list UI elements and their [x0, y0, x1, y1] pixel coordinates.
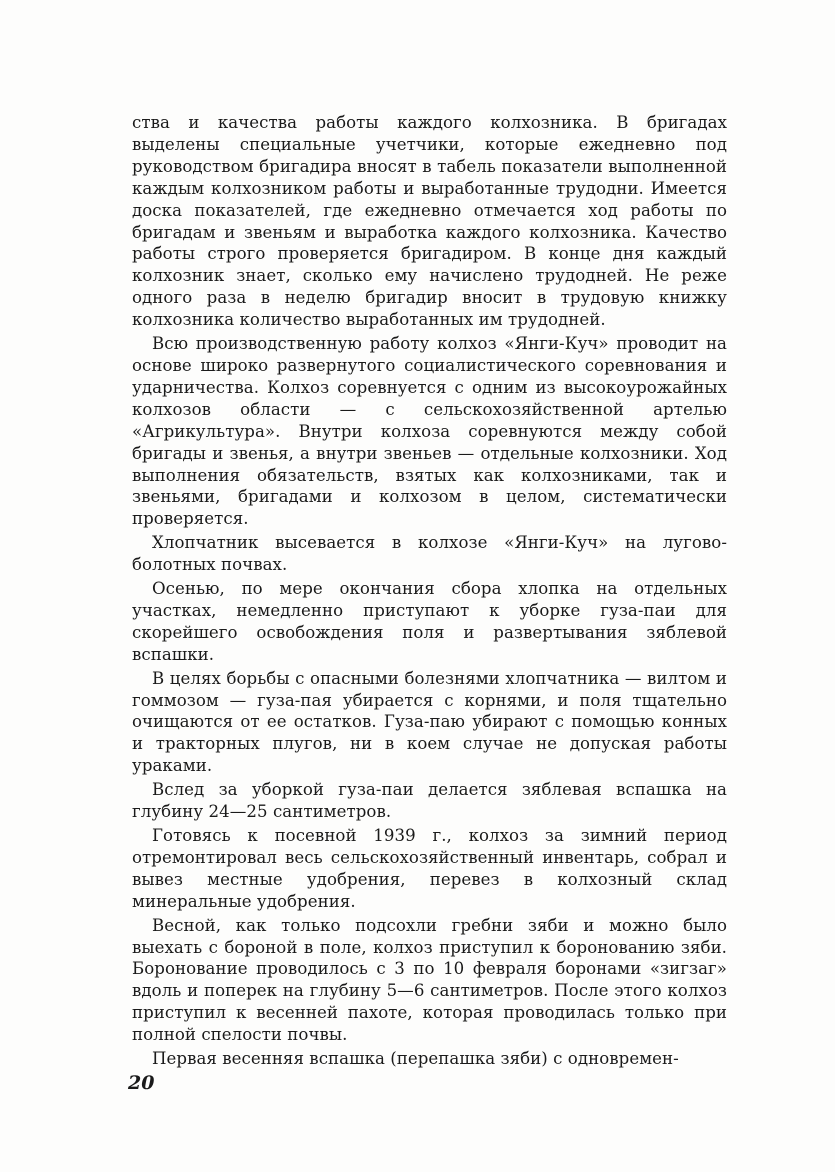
paragraph: Вслед за уборкой гуза-паи делается зяблевая вспашка на глубину 24—25 сантиметров. — [132, 780, 727, 822]
paragraph: Весной, как только подсохли гребни зяби и можно было выехать с бороной в поле, колхоз приступил к боронованию зяби. Боронование проводилось с 3 по 10 февраля боронами «зигзаг» вдоль и поперек на глубину 5—6 сантиметров. После этого колхоз приступил к весенней пахоте, которая проводилась только при полной спелости почвы. — [132, 915, 727, 1045]
paragraph: Всю производственную работу колхоз «Янги-Куч» проводит на основе широко развернутого социалистического соревнования и ударничества. Колхоз соревнуется с одним из высокоурожайных колхозов области — с сельскохозяйственной артелью «Агрикультура». Внутри колхоза соревнуются между собой бригады и звенья, а внутри звеньев — отдельные колхозники. Ход выполнения обязательств, взятых как колхозниками, так и звеньями, бригадами и колхозом в целом, систематически проверяется. — [132, 334, 727, 529]
paragraph: Хлопчатник высевается в колхозе «Янги-Куч» на лугово-болотных почвах. — [132, 533, 727, 575]
paragraph: Готовясь к посевной 1939 г., колхоз за зимний период отремонтировал весь сельскохозяйственный инвентарь, собрал и вывез местные удобрения, перевез в колхозный склад минеральные удобрения. — [132, 826, 727, 911]
page-number: 20 — [128, 1072, 155, 1094]
paragraph: Осенью, по мере окончания сбора хлопка на отдельных участках, немедленно приступают к уборке гуза-паи для скорейшего освобождения поля и развертывания зяблевой вспашки. — [132, 579, 727, 664]
paragraph: В целях борьбы с опасными болезнями хлопчатника — вилтом и гоммозом — гуза-пая убирается с корнями, и поля тщательно очищаются от ее остатков. Гуза-паю убирают с помощью конных и тракторных плугов, ни в коем случае не допуская работы ураками. — [132, 668, 727, 776]
paragraph: ства и качества работы каждого колхозника. В бригадах выделены специальные учетчики, которые ежедневно под руководством бригадира вносят в табель показатели выполненной каждым колхозником работы и выработанные трудодни. Имеется доска показателей, где ежедневно отмечается ход работы по бригадам и звеньям и выработка каждого колхозника. Качество работы строго проверяется бригадиром. В конце дня каждый колхозник знает, сколько ему начислено трудодней. Не реже одного раза в неделю бригадир вносит в трудовую книжку колхозника количество выработанных им трудодней. — [132, 113, 727, 330]
paragraph: Первая весенняя вспашка (перепашка зяби) с одновремен- — [152, 1049, 679, 1069]
body-text — [132, 112, 727, 1070]
